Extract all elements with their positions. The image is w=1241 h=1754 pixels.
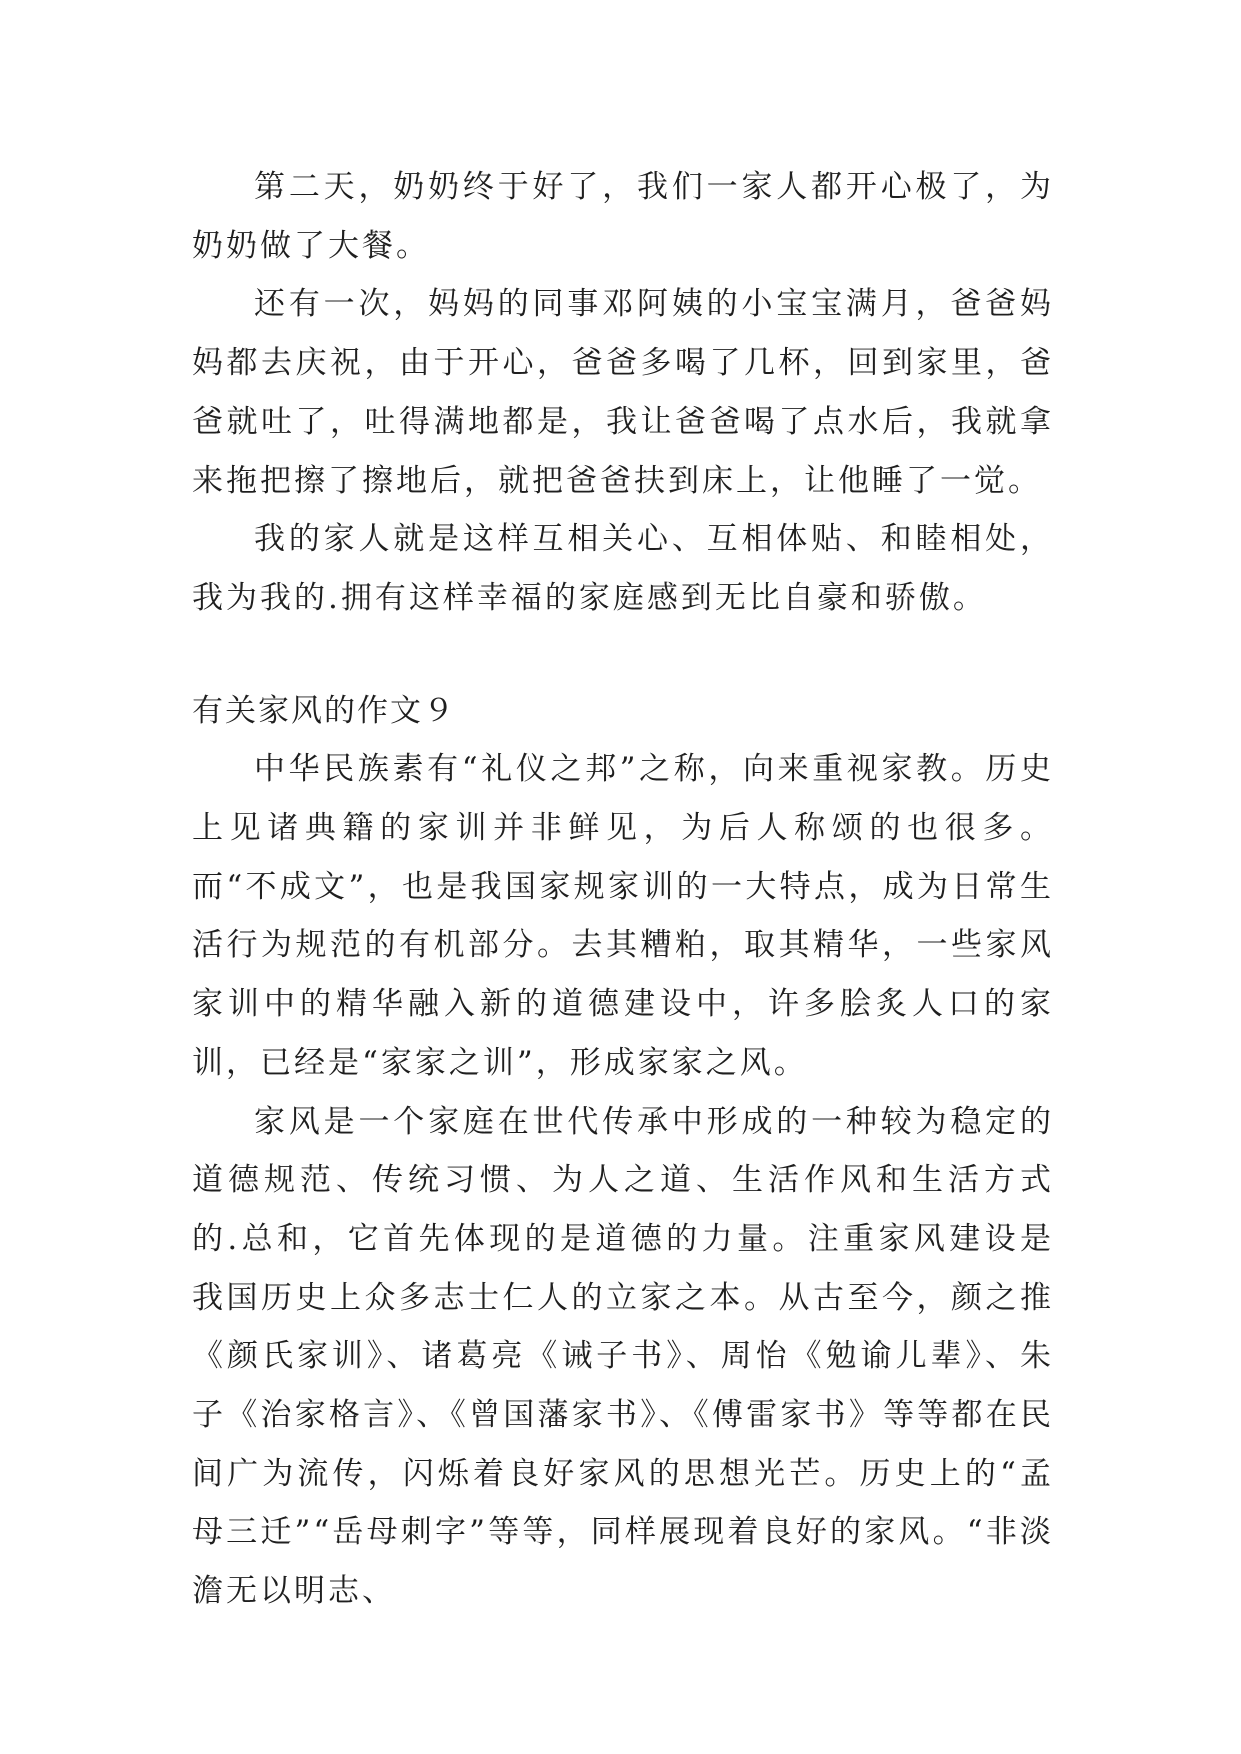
paragraph: 中华民族素有“礼仪之邦”之称，向来重视家教。历史上见诸典籍的家训并非鲜见，为后人称颂的也很多。而“不成文”，也是我国家规家训的一大特点，成为日常生活行为规范的有机部分。去其糟粕，取其精华，一些家风家训中的精华融入新的道德建设中，许多脍炙人口的家训，已经是“家家之训”，形成家家之风。	[192, 751, 1054, 1081]
paragraph: 还有一次，妈妈的同事邓阿姨的小宝宝满月，爸爸妈妈都去庆祝，由于开心，爸爸多喝了几杯，回到家里，爸爸就吐了，吐得满地都是，我让爸爸喝了点水后，我就拿来拖把擦了擦地后，就把爸爸扶到床上，让他睡了一觉。	[192, 286, 1054, 499]
essay-heading: 有关家风的作文９	[192, 692, 456, 729]
document-body	[192, 158, 1054, 1621]
paragraph: 我的家人就是这样互相关心、互相体贴、和睦相处，我为我的.拥有这样幸福的家庭感到无比自豪和骄傲。	[192, 521, 1054, 616]
paragraph: 家风是一个家庭在世代传承中形成的一种较为稳定的道德规范、传统习惯、为人之道、生活作风和生活方式的.总和，它首先体现的是道德的力量。注重家风建设是我国历史上众多志士仁人的立家之本。从古至今，颜之推《颜氏家训》、诸葛亮《诫子书》、周怡《勉谕儿辈》、朱子《治家格言》、《曾国藩家书》、《傅雷家书》等等都在民间广为流传，闪烁着良好家风的思想光芒。历史上的“孟母三迁”“岳母刺字”等等，同样展现着良好的家风。“非淡澹无以明志、	[192, 1103, 1054, 1610]
paragraph: 第二天，奶奶终于好了，我们一家人都开心极了，为奶奶做了大餐。	[192, 169, 1054, 264]
